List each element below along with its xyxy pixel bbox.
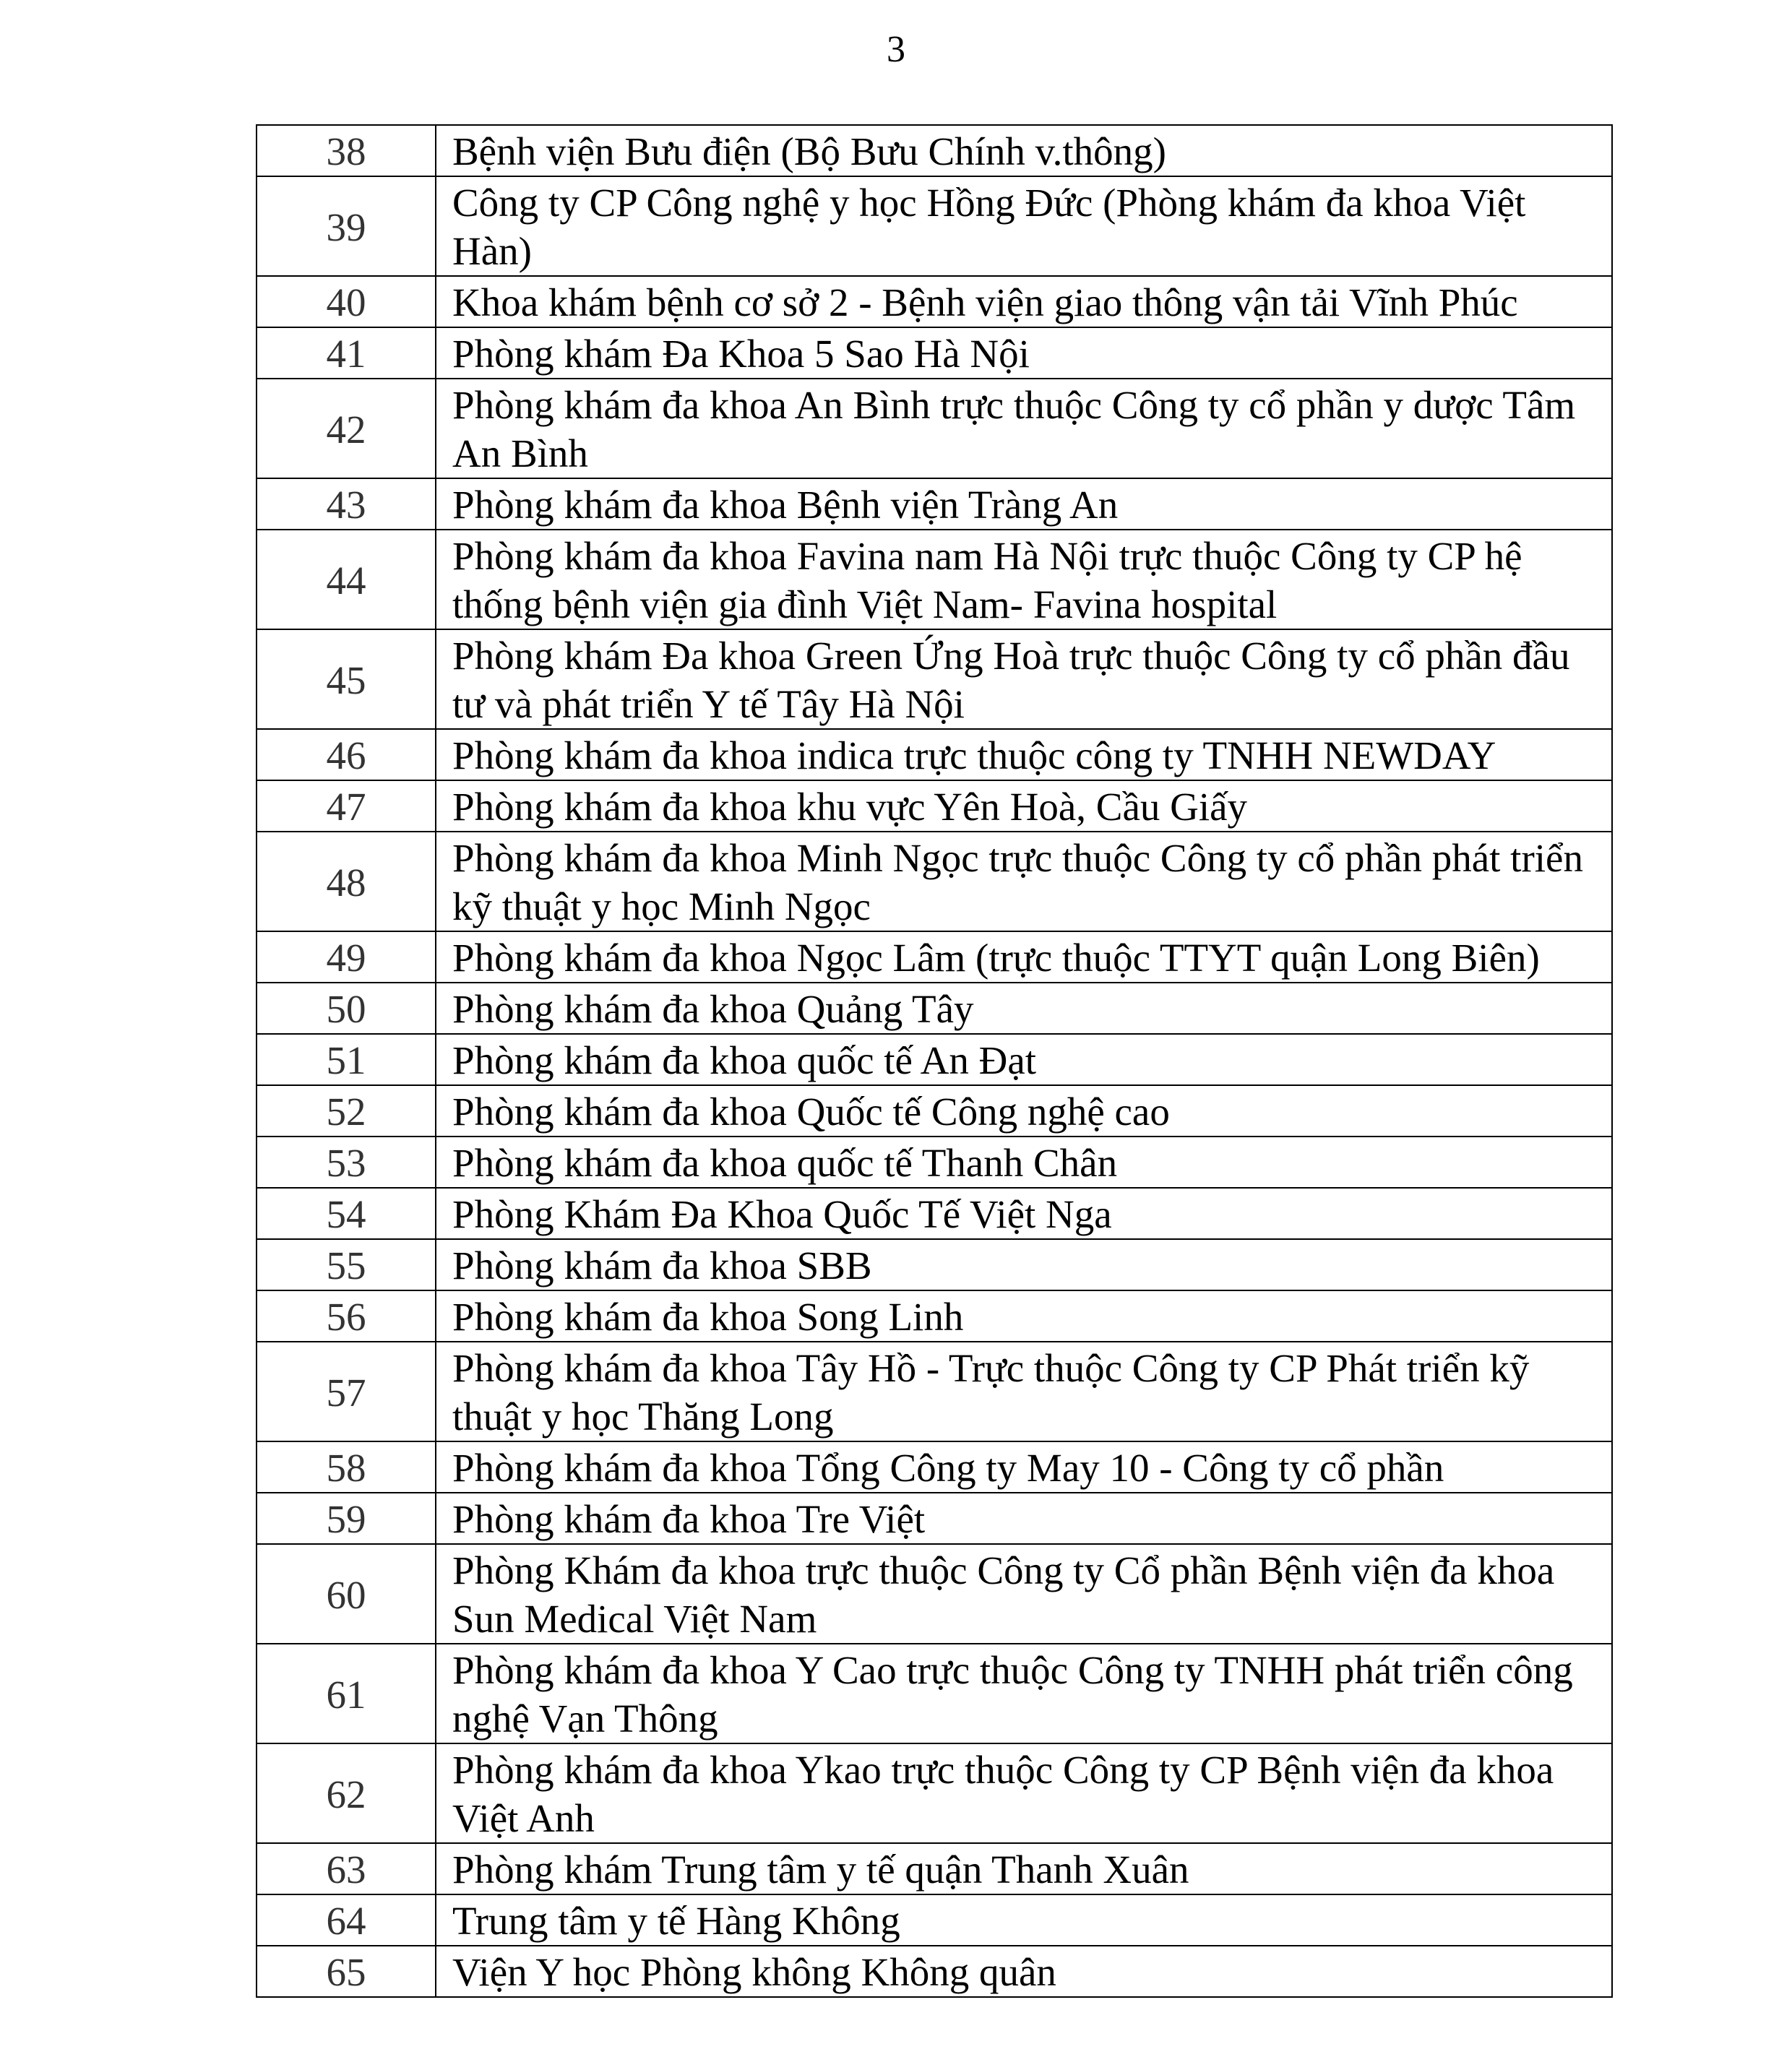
facility-name: Phòng khám Đa khoa Green Ứng Hoà trực thuộc Công ty cổ phần đầu tư và phát triển Y tế Tây Hà Nội xyxy=(436,629,1612,729)
table-row xyxy=(257,1034,1612,1085)
row-number: 42 xyxy=(257,379,436,478)
table-row xyxy=(257,1239,1612,1290)
row-number: 51 xyxy=(257,1034,436,1085)
facility-table-body xyxy=(257,125,1612,1997)
table-row xyxy=(257,1644,1612,1743)
table-row xyxy=(257,1544,1612,1644)
table-row xyxy=(257,478,1612,530)
table-row xyxy=(257,832,1612,931)
row-number: 54 xyxy=(257,1188,436,1239)
table-row xyxy=(257,1188,1612,1239)
row-number: 55 xyxy=(257,1239,436,1290)
facility-name: Phòng khám đa khoa An Bình trực thuộc Công ty cổ phần y dược Tâm An Bình xyxy=(436,379,1612,478)
row-number: 47 xyxy=(257,780,436,832)
row-number: 58 xyxy=(257,1441,436,1493)
facility-name: Phòng khám đa khoa SBB xyxy=(436,1239,1612,1290)
row-number: 39 xyxy=(257,176,436,276)
row-number: 57 xyxy=(257,1342,436,1441)
table-row xyxy=(257,1441,1612,1493)
table-row xyxy=(257,530,1612,629)
row-number: 52 xyxy=(257,1085,436,1137)
table-row xyxy=(257,629,1612,729)
facility-name: Khoa khám bệnh cơ sở 2 - Bệnh viện giao thông vận tải Vĩnh Phúc xyxy=(436,276,1612,327)
row-number: 50 xyxy=(257,983,436,1034)
facility-name: Phòng khám đa khoa quốc tế An Đạt xyxy=(436,1034,1612,1085)
row-number: 65 xyxy=(257,1946,436,1997)
row-number: 44 xyxy=(257,530,436,629)
table-row xyxy=(257,176,1612,276)
facility-name: Phòng khám đa khoa Song Linh xyxy=(436,1290,1612,1342)
row-number: 40 xyxy=(257,276,436,327)
table-row xyxy=(257,1843,1612,1894)
row-number: 53 xyxy=(257,1137,436,1188)
facility-name: Viện Y học Phòng không Không quân xyxy=(436,1946,1612,1997)
facility-name: Phòng khám đa khoa Favina nam Hà Nội trực thuộc Công ty CP hệ thống bệnh viện gia đình Việt Nam- Favina hospital xyxy=(436,530,1612,629)
row-number: 45 xyxy=(257,629,436,729)
table-row xyxy=(257,983,1612,1034)
facility-name: Phòng khám đa khoa Tây Hồ - Trực thuộc Công ty CP Phát triển kỹ thuật y học Thăng Long xyxy=(436,1342,1612,1441)
facility-name: Phòng khám đa khoa Ykao trực thuộc Công ty CP Bệnh viện đa khoa Việt Anh xyxy=(436,1743,1612,1843)
table-row xyxy=(257,276,1612,327)
row-number: 61 xyxy=(257,1644,436,1743)
row-number: 56 xyxy=(257,1290,436,1342)
facility-name: Phòng khám đa khoa Tổng Công ty May 10 - Công ty cổ phần xyxy=(436,1441,1612,1493)
table-row xyxy=(257,1946,1612,1997)
facility-name: Phòng khám Trung tâm y tế quận Thanh Xuân xyxy=(436,1843,1612,1894)
facility-name: Phòng Khám đa khoa trực thuộc Công ty Cổ phần Bệnh viện đa khoa Sun Medical Việt Nam xyxy=(436,1544,1612,1644)
facility-name: Công ty CP Công nghệ y học Hồng Đức (Phòng khám đa khoa Việt Hàn) xyxy=(436,176,1612,276)
row-number: 43 xyxy=(257,478,436,530)
table-row xyxy=(257,780,1612,832)
row-number: 62 xyxy=(257,1743,436,1843)
row-number: 41 xyxy=(257,327,436,379)
row-number: 48 xyxy=(257,832,436,931)
facility-name: Phòng khám đa khoa Minh Ngọc trực thuộc Công ty cổ phần phát triển kỹ thuật y học Minh Ngọc xyxy=(436,832,1612,931)
table-row xyxy=(257,125,1612,176)
facility-name: Phòng khám Đa Khoa 5 Sao Hà Nội xyxy=(436,327,1612,379)
table-row xyxy=(257,729,1612,780)
table-row xyxy=(257,1493,1612,1544)
row-number: 38 xyxy=(257,125,436,176)
table-row xyxy=(257,379,1612,478)
table-row xyxy=(257,1342,1612,1441)
facility-name: Phòng khám đa khoa Bệnh viện Tràng An xyxy=(436,478,1612,530)
facility-name: Bệnh viện Bưu điện (Bộ Bưu Chính v.thông) xyxy=(436,125,1612,176)
row-number: 59 xyxy=(257,1493,436,1544)
table-row xyxy=(257,1743,1612,1843)
row-number: 46 xyxy=(257,729,436,780)
table-row xyxy=(257,1137,1612,1188)
facility-name: Phòng khám đa khoa khu vực Yên Hoà, Cầu Giấy xyxy=(436,780,1612,832)
table-row xyxy=(257,931,1612,983)
facility-name: Phòng khám đa khoa Quảng Tây xyxy=(436,983,1612,1034)
facility-name: Phòng khám đa khoa Tre Việt xyxy=(436,1493,1612,1544)
facility-name: Phòng khám đa khoa Ngọc Lâm (trực thuộc TTYT quận Long Biên) xyxy=(436,931,1612,983)
facility-name: Phòng khám đa khoa Quốc tế Công nghệ cao xyxy=(436,1085,1612,1137)
facility-name: Phòng khám đa khoa Y Cao trực thuộc Công ty TNHH phát triển công nghệ Vạn Thông xyxy=(436,1644,1612,1743)
facility-name: Phòng khám đa khoa indica trực thuộc công ty TNHH NEWDAY xyxy=(436,729,1612,780)
page-number: 3 xyxy=(887,29,905,70)
facility-table xyxy=(256,124,1613,1998)
row-number: 64 xyxy=(257,1894,436,1946)
facility-name: Phòng Khám Đa Khoa Quốc Tế Việt Nga xyxy=(436,1188,1612,1239)
row-number: 60 xyxy=(257,1544,436,1644)
table-row xyxy=(257,1894,1612,1946)
table-row xyxy=(257,1290,1612,1342)
facility-name: Trung tâm y tế Hàng Không xyxy=(436,1894,1612,1946)
row-number: 49 xyxy=(257,931,436,983)
table-row xyxy=(257,1085,1612,1137)
facility-name: Phòng khám đa khoa quốc tế Thanh Chân xyxy=(436,1137,1612,1188)
table-row xyxy=(257,327,1612,379)
row-number: 63 xyxy=(257,1843,436,1894)
